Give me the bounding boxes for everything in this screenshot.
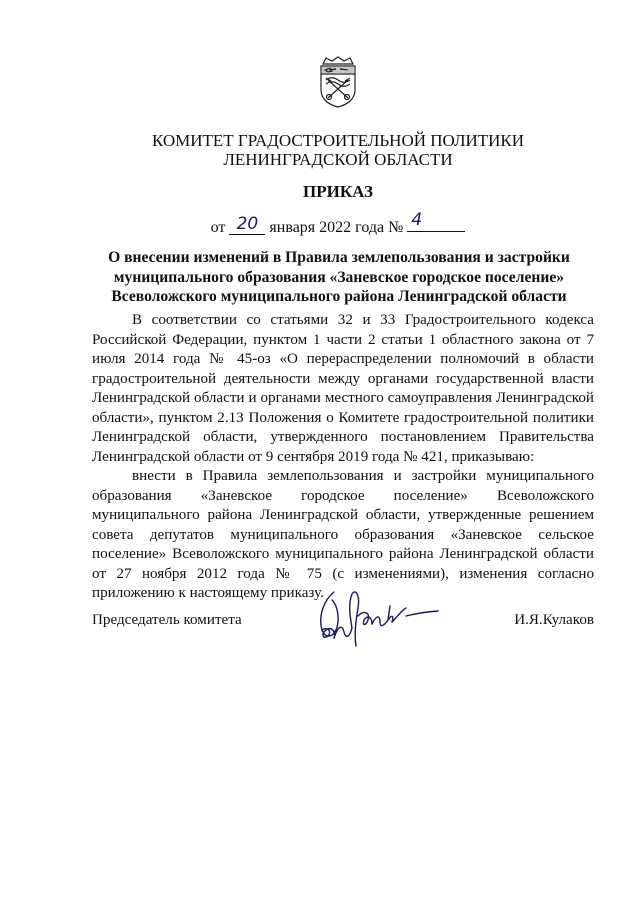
date-middle: января 2022 года № (269, 219, 404, 236)
document-type-title: ПРИКАЗ (303, 182, 373, 201)
date-prefix: от (210, 219, 226, 236)
body-line: Ленинградской области и органами местного самоуправления Ленинградской (92, 390, 594, 406)
body-line: области», пунктом 2.13 Положения о Комитете градостроительной политики (92, 409, 594, 426)
document-body (92, 311, 594, 604)
date-day-blank (229, 214, 265, 235)
body-line: муниципального района Ленинградской области, утвержденные решением (92, 507, 594, 523)
subject-line: Всеволожского муниципального района Ленинградской области (111, 288, 567, 306)
committee-line-1: КОМИТЕТ ГРАДОСТРОИТЕЛЬНОЙ ПОЛИТИКИ (151, 131, 525, 150)
body-line: внести в Правила землепользования и застройки муниципального (132, 468, 594, 484)
body-line: В соответствии со статьями 32 и 33 Градостроительного кодекса (132, 312, 594, 328)
body-line: совета депутатов муниципального образования «Заневское сельское (92, 526, 594, 543)
document-number-blank (407, 210, 465, 232)
handwritten-signature (314, 586, 442, 652)
subject-line: О внесении изменений в Правила землепользования и застройки (108, 249, 570, 266)
subject-line: муниципального образования «Заневское городское поселение» (113, 268, 565, 286)
document-subject (108, 248, 570, 307)
body-line: июля 2014 года № 45-оз «О перераспределении полномочий в области (92, 351, 594, 367)
body-line: поселение» Всеволожского муниципального района Ленинградской области (92, 546, 594, 562)
body-line: Ленинградской области, утвержденного постановлением Правительства (92, 429, 594, 445)
date-number-line (0, 210, 640, 238)
body-line: от 27 ноября 2012 года № 75 (с изменениями), изменения согласно (92, 565, 594, 582)
date-day-handwritten: 20 (236, 214, 259, 234)
committee-name (0, 131, 640, 169)
body-line: образования «Заневское городское поселение» Всеволожского (92, 487, 594, 504)
document-number-handwritten: 4 (411, 210, 423, 230)
body-line: Российской Федерации, пунктом 1 части 2 статьи 1 областного закона от 7 (92, 331, 594, 348)
body-line: Ленинградской области от 9 сентября 2019 года № 421, приказываю: (92, 448, 535, 465)
body-line: градостроительной деятельности между органами государственной власти (92, 370, 594, 387)
body-line: приложению к настоящему приказу. (92, 585, 324, 601)
signatory-name: И.Я.Кулаков (514, 612, 594, 628)
committee-line-2: ЛЕНИНГРАДСКОЙ ОБЛАСТИ (223, 150, 453, 169)
coat-of-arms-icon (318, 56, 358, 108)
signatory-position: Председатель комитета (92, 612, 242, 628)
